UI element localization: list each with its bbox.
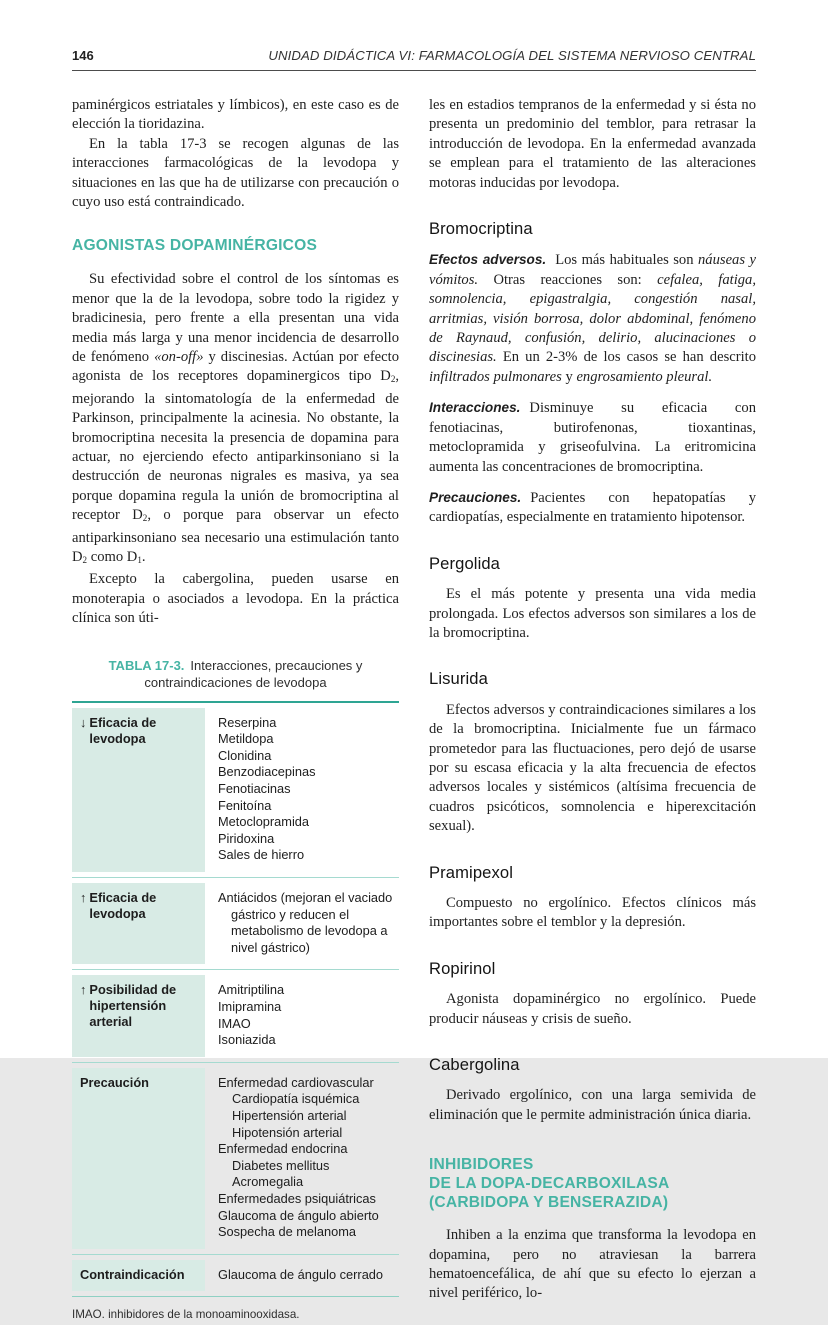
table-row-header (72, 708, 205, 872)
drug-heading-pergolida: Pergolida (429, 553, 501, 573)
table-row (72, 1062, 399, 1254)
text-segment: infiltrados pulmonares (429, 368, 562, 385)
table-value-item: Fenotiacinas (218, 781, 291, 797)
table-value-item: Isoniazida (218, 1032, 276, 1048)
table-row-header-label: Posibilidad de hipertensión arterial (89, 982, 177, 1030)
table-value-item: Antiácidos (mejoran el vaciado gástrico y reducen el metabolismo de levodopa a nivel gástrico) (218, 890, 393, 955)
table-value-item: Reserpina (218, 714, 277, 730)
text-segment: 2 (142, 513, 148, 524)
table-row-header-label: Eficacia de levodopa (89, 890, 157, 922)
paragraph: les en estadios tempranos de la enfermedad y si ésta no presenta un predominio del temblor, para retrasar la introducción de levodopa. En la enfermedad avanzada se emplean para el tratamiento de las alteraciones motoras inducidas por levodopa. (429, 97, 756, 191)
table-row (72, 1254, 399, 1297)
text-segment: 2 (390, 374, 396, 385)
section-heading-inhibidores (429, 1155, 756, 1212)
text-segment: náuseas y vómitos. (429, 252, 756, 288)
table-value-item: Amitriptilina (218, 982, 285, 998)
table-value-item: Metoclopramida (218, 814, 310, 830)
heading-line: INHIBIDORES (429, 1156, 534, 1174)
paragraph: En la tabla 17-3 se recogen algunas de las interacciones farmacológicas de la levodopa y situaciones en las que ha de utilizarse con precaución o cuyo uso está contraindicado. (72, 135, 399, 211)
two-column-layout (72, 96, 756, 1325)
table-row-header (72, 1260, 205, 1292)
table-row-header-label: Eficacia de levodopa (89, 714, 157, 746)
text-segment: «on-off» (154, 349, 204, 366)
table-value-item: Diabetes mellitus (232, 1157, 330, 1173)
arrow-up-icon: ↑ (80, 890, 87, 906)
table-value-item: Hipotensión arterial (232, 1124, 343, 1140)
table-row-values (205, 975, 399, 1056)
run-in-label: Interacciones. (429, 400, 521, 416)
table-value-item: Cardiopatía isquémica (232, 1091, 360, 1107)
text-segment: y discinesias. Actúan por efecto agonista de los receptores dopaminergicos tipo D (72, 349, 399, 385)
table-row-header (72, 975, 205, 1056)
table-value-item: Clonidina (218, 747, 272, 763)
drug-heading-lisurida: Lisurida (429, 669, 488, 689)
table-row (72, 969, 399, 1061)
table-value-item: Sospecha de melanoma (218, 1224, 357, 1240)
drug-heading-ropirinol: Ropirinol (429, 958, 496, 978)
table-value-item: Imipramina (218, 999, 282, 1015)
table-value-item: IMAO (218, 1015, 251, 1031)
paragraph: Es el más potente y presenta una vida media prolongada. Los efectos adversos son similares a los de la bromocriptina. (429, 586, 756, 641)
table-row-header (72, 1068, 205, 1249)
paragraph-precauciones (429, 488, 756, 528)
drug-heading-cabergolina: Cabergolina (429, 1055, 520, 1075)
paragraph-efectos-adversos (429, 250, 756, 387)
heading-line: (CARBIDOPA Y BENSERAZIDA) (429, 1194, 669, 1212)
text-segment: cefalea, fatiga, somnolencia, epigastralgia, congestión nasal, arritmias, visión borrosa, dolor abdominal, fenómeno de Raynaud, confusión, delirio, alucinaciones o discinesias. (429, 271, 756, 366)
text-segment: y (561, 368, 577, 385)
paragraph: Inhiben a la enzima que transforma la levodopa en dopamina, pero no atraviesan la barrera hematoencefálica, de ahí que su efecto lo ejerzan a nivel periférico, lo- (429, 1227, 756, 1302)
table-17-3 (72, 657, 399, 1325)
table-value-item: Enfermedades psiquiátricas (218, 1190, 376, 1206)
text-segment: engrosamiento pleural. (576, 368, 713, 385)
text-segment: Su efectividad sobre el control de los síntomas es menor que la de la levodopa, sobre todo la rigidez y bradicinesia, pero frente a ella presentan una vida media más larga y una menor incidencia de desarrollo de fenómeno (72, 271, 399, 366)
paragraph: Efectos adversos y contraindicaciones similares a los de la bromocriptina. Inicialmente fue un fármaco prometedor para las fluctuaciones, pero dejó de usarse por su escasa eficacia y la alta frecuencia de efectos adversos locales y sistémicos (altísima frecuencia de cuadros psicóticos, somnolencia e hiperexcitación sexual). (429, 701, 756, 835)
text-segment: , o porque para observar un efecto antiparkinsoniano sea necesario una estimulación tanto D (72, 507, 399, 566)
text-segment: Los más habituales son (555, 252, 698, 269)
table-caption (86, 657, 385, 691)
table-row-header-label: Contraindicación (80, 1266, 185, 1282)
table-row (72, 877, 399, 969)
table-value-item: Glaucoma de ángulo cerrado (218, 1266, 384, 1282)
table-value-item: Benzodiacepinas (218, 764, 316, 780)
table-footnote: IMAO. inhibidores de la monoaminooxidasa. (72, 1308, 300, 1322)
running-title: UNIDAD DIDÁCTICA VI: FARMACOLOGÍA DEL SISTEMA NERVIOSO CENTRAL (268, 48, 756, 63)
table-label: TABLA 17-3. (108, 657, 185, 673)
arrow-down-icon: ↓ (80, 714, 87, 730)
section-heading-agonistas: AGONISTAS DOPAMINÉRGICOS (72, 237, 318, 255)
drug-heading-bromocriptina: Bromocriptina (429, 219, 533, 239)
text-segment: Otras reacciones son: (478, 271, 658, 288)
table-row-values (205, 708, 399, 872)
table-value-item: Metildopa (218, 731, 274, 747)
table-value-item: Piridoxina (218, 830, 275, 846)
paragraph: Excepto la cabergolina, pueden usarse en monoterapia o asociados a levodopa. En la práctica clínica son úti- (72, 571, 399, 627)
table-value-item: Glaucoma de ángulo abierto (218, 1207, 379, 1223)
table-value-item: Enfermedad endocrina (218, 1141, 348, 1157)
table-row (72, 703, 399, 877)
table-row-header-label: Precaución (80, 1074, 149, 1090)
text-segment: . (141, 549, 146, 566)
paragraph: Compuesto no ergolínico. Efectos clínicos más importantes sobre el temblor y la depresión. (429, 895, 756, 931)
table-row-values (205, 1068, 399, 1249)
text-segment: , mejorando la sintomatología de la enfermedad de Parkinson, principalmente la acinesia. No obstante, la bromocriptina necesita la presencia de dopamina para actuar, no ejerciendo efecto antiparkinsoniano si la destrucción de neuronas nigrales es masiva, ya sea porque dopamina regula la unión de bromocriptina al receptor D (72, 368, 399, 524)
table-value-item: Enfermedad cardiovascular (218, 1074, 374, 1090)
paragraph (72, 270, 399, 570)
table-body (72, 701, 399, 1298)
run-in-label: Efectos adversos. (429, 252, 547, 268)
text-segment: como D (87, 549, 138, 566)
paragraph: paminérgicos estriatales y límbicos), en este caso es de elección la tioridazina. (72, 97, 399, 133)
text-segment: Pacientes con hepatopatías y cardiopatías, especialmente en tratamiento hipotensor. (429, 489, 756, 526)
header-rule (72, 70, 756, 71)
table-title: Interacciones, precauciones y contraindicaciones de levodopa (144, 657, 363, 690)
drug-heading-pramipexol: Pramipexol (429, 862, 514, 882)
text-segment: Disminuye su eficacia con fenotiacinas, butirofenonas, tioxantinas, metoclopramida y griseofulvina. La eritromicina aumenta las concentraciones de bromocriptina. (429, 400, 756, 475)
page-header (72, 48, 756, 63)
text-segment: 2 (82, 555, 88, 566)
run-in-label: Precauciones. (429, 489, 522, 505)
table-row-header (72, 883, 205, 964)
table-row-values (205, 883, 399, 964)
table-value-item: Acromegalia (232, 1174, 304, 1190)
paragraph: Agonista dopaminérgico no ergolínico. Puede producir náuseas y crisis de sueño. (429, 991, 756, 1027)
table-value-item: Sales de hierro (218, 847, 305, 863)
text-segment: 1 (137, 555, 142, 566)
heading-line: DE LA DOPA-DECARBOXILASA (429, 1175, 670, 1193)
left-column (72, 96, 399, 1325)
table-value-item: Hipertensión arterial (232, 1107, 347, 1123)
table-value-item: Fenitoína (218, 797, 272, 813)
paragraph-interacciones (429, 398, 756, 477)
arrow-up-icon: ↑ (80, 982, 87, 998)
paragraph: Derivado ergolínico, con una larga semivida de eliminación que le permite administración única diaria. (429, 1087, 756, 1123)
right-column (429, 96, 756, 1325)
page-number: 146 (72, 48, 94, 63)
table-row-values (205, 1260, 399, 1292)
text-segment: En un 2-3% de los casos se han descrito (496, 349, 756, 366)
